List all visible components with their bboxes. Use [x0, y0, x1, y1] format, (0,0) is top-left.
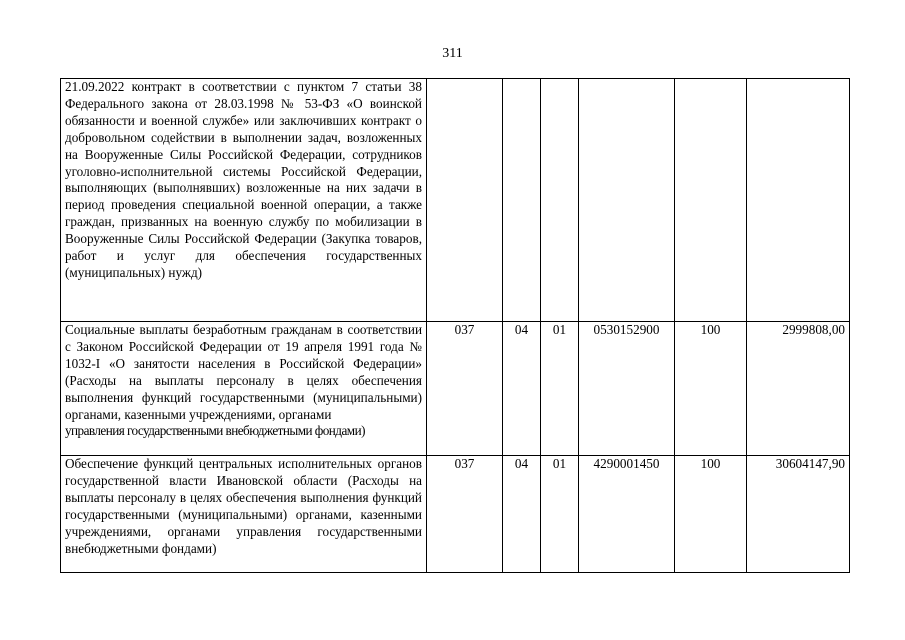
target-article-cell: 4290001450 — [579, 456, 675, 573]
amount-cell: 2999808,00 — [747, 322, 850, 456]
expense-type-cell: 100 — [675, 322, 747, 456]
section-cell: 04 — [503, 322, 541, 456]
table-row — [61, 79, 850, 322]
table-row — [61, 456, 850, 573]
row-description: Обеспечение функций центральных исполнительных органов государственной власти Ивановской области (Расходы на выплаты персоналу в целях обеспечения выполнения функций государственными (муниципальными) органами, казенными учреждениями, органами управления государственными внебюджетными фондами) — [65, 456, 422, 556]
row-description: 21.09.2022 контракт в соответствии с пунктом 7 статьи 38 Федерального закона от 28.03.1998 № 53-ФЗ «О воинской обязанности и военной службе» или заключивших контракт о добровольном содействии в выполнении задач, возложенных на Вооруженные Силы Российской Федерации, сотрудников уголовно-исполнительной системы Российской Федерации, выполняющих (выполнявших) возложенные на них задачи в период проведения специальной военной операции, а также граждан, призванных на военную службу по мобилизации в Вооруженные Силы Российской Федерации (Закупка товаров, работ и услуг для обеспечения государственных (муниципальных) нужд) — [65, 79, 422, 280]
row-description-cell — [61, 79, 427, 322]
expense-type-cell — [675, 79, 747, 322]
row-description-last-line: управления государственными внебюджетными фондами) — [65, 423, 365, 439]
row-description-cell — [61, 456, 427, 573]
ministry-cell: 037 — [427, 322, 503, 456]
row-description-cell — [61, 322, 427, 456]
page-number: 311 — [442, 46, 463, 61]
target-article-cell — [579, 79, 675, 322]
subsection-cell — [541, 79, 579, 322]
ministry-cell — [427, 79, 503, 322]
target-article-cell: 0530152900 — [579, 322, 675, 456]
table-row — [61, 322, 850, 456]
subsection-cell: 01 — [541, 456, 579, 573]
row-description: Социальные выплаты безработным гражданам в соответствии с Законом Российской Федерации от 19 апреля 1991 года № 1032-I «О занятости населения в Российской Федерации» (Расходы на выплаты персоналу в целях обеспечения выполнения функций государственными (муниципальными) органами, казенными учреждениями, органами — [65, 322, 422, 422]
budget-table — [60, 78, 850, 573]
expense-type-cell: 100 — [675, 456, 747, 573]
section-cell — [503, 79, 541, 322]
amount-cell — [747, 79, 850, 322]
amount-cell: 30604147,90 — [747, 456, 850, 573]
subsection-cell: 01 — [541, 322, 579, 456]
section-cell: 04 — [503, 456, 541, 573]
ministry-cell: 037 — [427, 456, 503, 573]
